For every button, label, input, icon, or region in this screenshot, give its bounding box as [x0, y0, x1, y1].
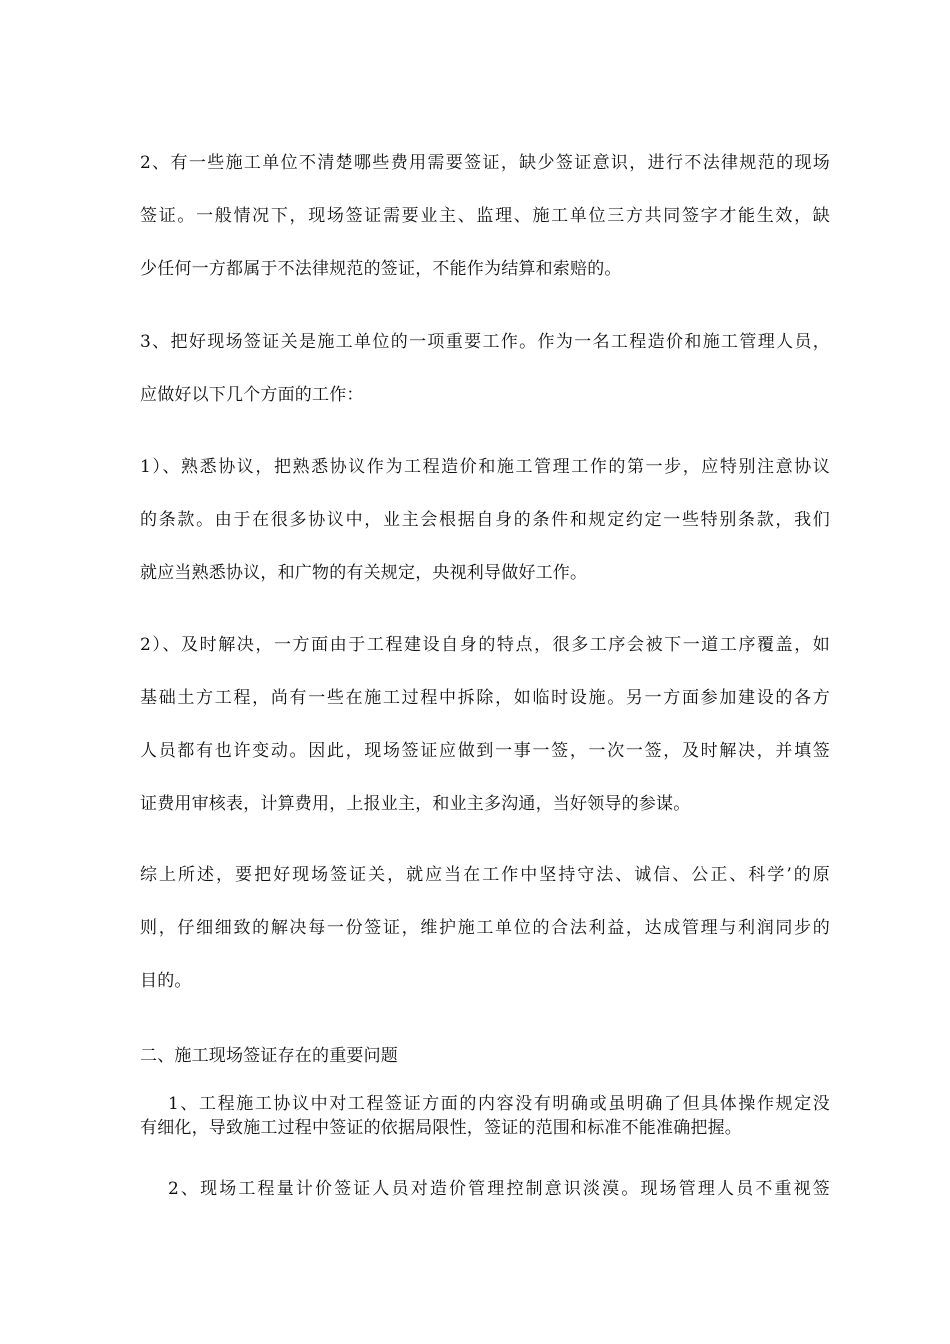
problem-1-line-1: 1、工程施工协议中对工程签证方面的内容没有明确或虽明确了但具体操作规定没	[168, 1094, 830, 1114]
item-2-line-3: 人员都有也许变动。因此，现场签证应做到一事一签，一次一签，及时解决，并填签	[140, 741, 830, 761]
paragraph-2-line-3: 少任何一方都属于不法律规范的签证，不能作为结算和索赔的。	[140, 259, 622, 279]
problem-1-line-2: 有细化，导致施工过程中签证的依据局限性，签证的范围和标准不能准确把握。	[140, 1118, 742, 1138]
item-1-line-3: 就应当熟悉协议，和广物的有关规定，央视利导做好工作。	[140, 563, 588, 583]
paragraph-2-line-2: 签证。一般情况下，现场签证需要业主、监理、施工单位三方共同签字才能生效，缺	[140, 206, 830, 226]
summary-line-3: 目的。	[140, 971, 192, 991]
section-heading: 二、施工现场签证存在的重要问题	[140, 1046, 398, 1066]
item-1-line-2: 的条款。由于在很多协议中，业主会根据自身的条件和规定约定一些特别条款，我们	[140, 510, 830, 530]
summary-line-1: 综上所述，要把好现场签证关，就应当在工作中坚持守法、诚信、公正、科学’的原	[140, 865, 830, 885]
paragraph-3-line-1: 3、把好现场签证关是施工单位的一项重要工作。作为一名工程造价和施工管理人员，	[140, 332, 830, 352]
problem-2-line-1: 2、现场工程量计价签证人员对造价管理控制意识淡漠。现场管理人员不重视签	[168, 1179, 830, 1199]
paragraph-2-line-1: 2、有一些施工单位不清楚哪些费用需要签证，缺少签证意识，进行不法律规范的现场	[140, 153, 830, 173]
item-2-line-2: 基础土方工程，尚有一些在施工过程中拆除，如临时设施。另一方面参加建设的各方	[140, 688, 830, 708]
paragraph-3-line-2: 应做好以下几个方面的工作：	[140, 385, 364, 405]
item-1-line-1: 1）、熟悉协议，把熟悉协议作为工程造价和施工管理工作的第一步，应特别注意协议	[140, 457, 830, 477]
item-2-line-1: 2）、及时解决，一方面由于工程建设自身的特点，很多工序会被下一道工序覆盖，如	[140, 635, 830, 655]
item-2-line-4: 证费用审核表，计算费用，上报业主，和业主多沟通，当好领导的参谋。	[140, 794, 691, 814]
summary-line-2: 则，仔细细致的解决每一份签证，维护施工单位的合法利益，达成管理与利润同步的	[140, 918, 830, 938]
